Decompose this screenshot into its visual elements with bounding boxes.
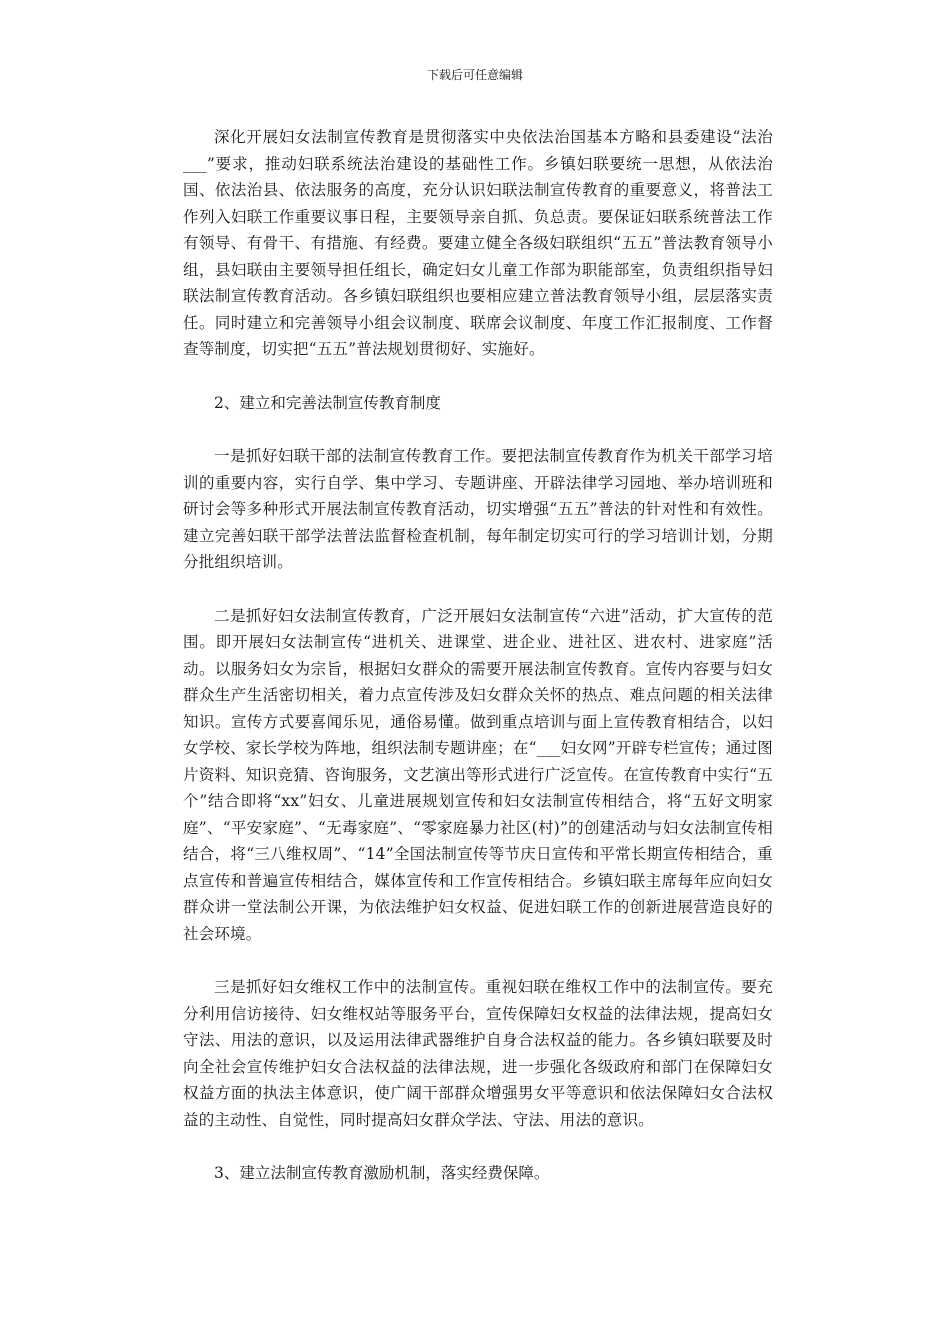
document-body: [183, 124, 773, 1214]
paragraph-3: 二是抓好妇女法制宣传教育，广泛开展妇女法制宣传“六进”活动，扩大宣传的范围。即开展妇女法制宣传“进机关、进课堂、进企业、进社区、进农村、进家庭”活动。以服务妇女为宗旨，根据妇女群众的需要开展法制宣传教育。宣传内容要与妇女群众生产生活密切相关，着力点宣传涉及妇女群众关怀的热点、难点问题的相关法律知识。宣传方式要喜闻乐见，通俗易懂。做到重点培训与面上宣传教育相结合，以妇女学校、家长学校为阵地，组织法制专题讲座；在“___妇女网”开辟专栏宣传；通过图片资料、知识竞猜、咨询服务，文艺演出等形式进行广泛宣传。在宣传教育中实行“五个”结合即将“xx”妇女、儿童进展规划宣传和妇女法制宣传相结合，将“五好文明家庭”、“平安家庭”、“无毒家庭”、“零家庭暴力社区(村)”的创建活动与妇女法制宣传相结合，将“三八维权周”、“14”全国法制宣传等节庆日宣传和平常长期宣传相结合，重点宣传和普遍宣传相结合，媒体宣传和工作宣传相结合。乡镇妇联主席每年应向妇女群众讲一堂法制公开课，为依法维护妇女权益、促进妇联工作的创新进展营造良好的社会环境。: [183, 606, 773, 943]
page-header-note: 下载后可任意编辑: [426, 68, 523, 82]
section-heading-2: 2、建立和完善法制宣传教育制度: [214, 393, 441, 412]
paragraph-1: 深化开展妇女法制宣传教育是贯彻落实中央依法治国基本方略和县委建设“法治___”要求，推动妇联系统法治建设的基础性工作。乡镇妇联要统一思想，从依法治国、依法治县、依法服务的高度，充分认识妇联法制宣传教育的重要意义，将普法工作列入妇联工作重要议事日程，主要领导亲自抓、负总责。要保证妇联系统普法工作有领导、有骨干、有措施、有经费。要建立健全各级妇联组织“五五”普法教育领导小组，县妇联由主要领导担任组长，确定妇女儿童工作部为职能部室，负责组织指导妇联法制宣传教育活动。各乡镇妇联组织也要相应建立普法教育领导小组，层层落实责任。同时建立和完善领导小组会议制度、联席会议制度、年度工作汇报制度、工作督查等制度，切实把“五五”普法规划贯彻好、实施好。: [183, 128, 773, 358]
section-heading-3: 3、建立法制宣传教育激励机制，落实经费保障。: [214, 1164, 550, 1182]
paragraph-2: 一是抓好妇联干部的法制宣传教育工作。要把法制宣传教育作为机关干部学习培训的重要内容，实行自学、集中学习、专题讲座、开辟法律学习园地、举办培训班和研讨会等多种形式开展法制宣传教育活动，切实增强“五五”普法的针对性和有效性。建立完善妇联干部学法普法监督检查机制，每年制定切实可行的学习培训计划，分期分批组织培训。: [183, 447, 773, 571]
paragraph-4: 三是抓好妇女维权工作中的法制宣传。重视妇联在维权工作中的法制宣传。要充分利用信访接待、妇女维权站等服务平台，宣传保障妇女权益的法律法规，提高妇女守法、用法的意识，以及运用法律武器维护自身合法权益的能力。各乡镇妇联要及时向全社会宣传维护妇女合法权益的法律法规，进一步强化各级政府和部门在保障妇女权益方面的执法主体意识，使广阔干部群众增强男女平等意识和依法保障妇女合法权益的主动性、自觉性，同时提高妇女群众学法、守法、用法的意识。: [183, 978, 773, 1129]
